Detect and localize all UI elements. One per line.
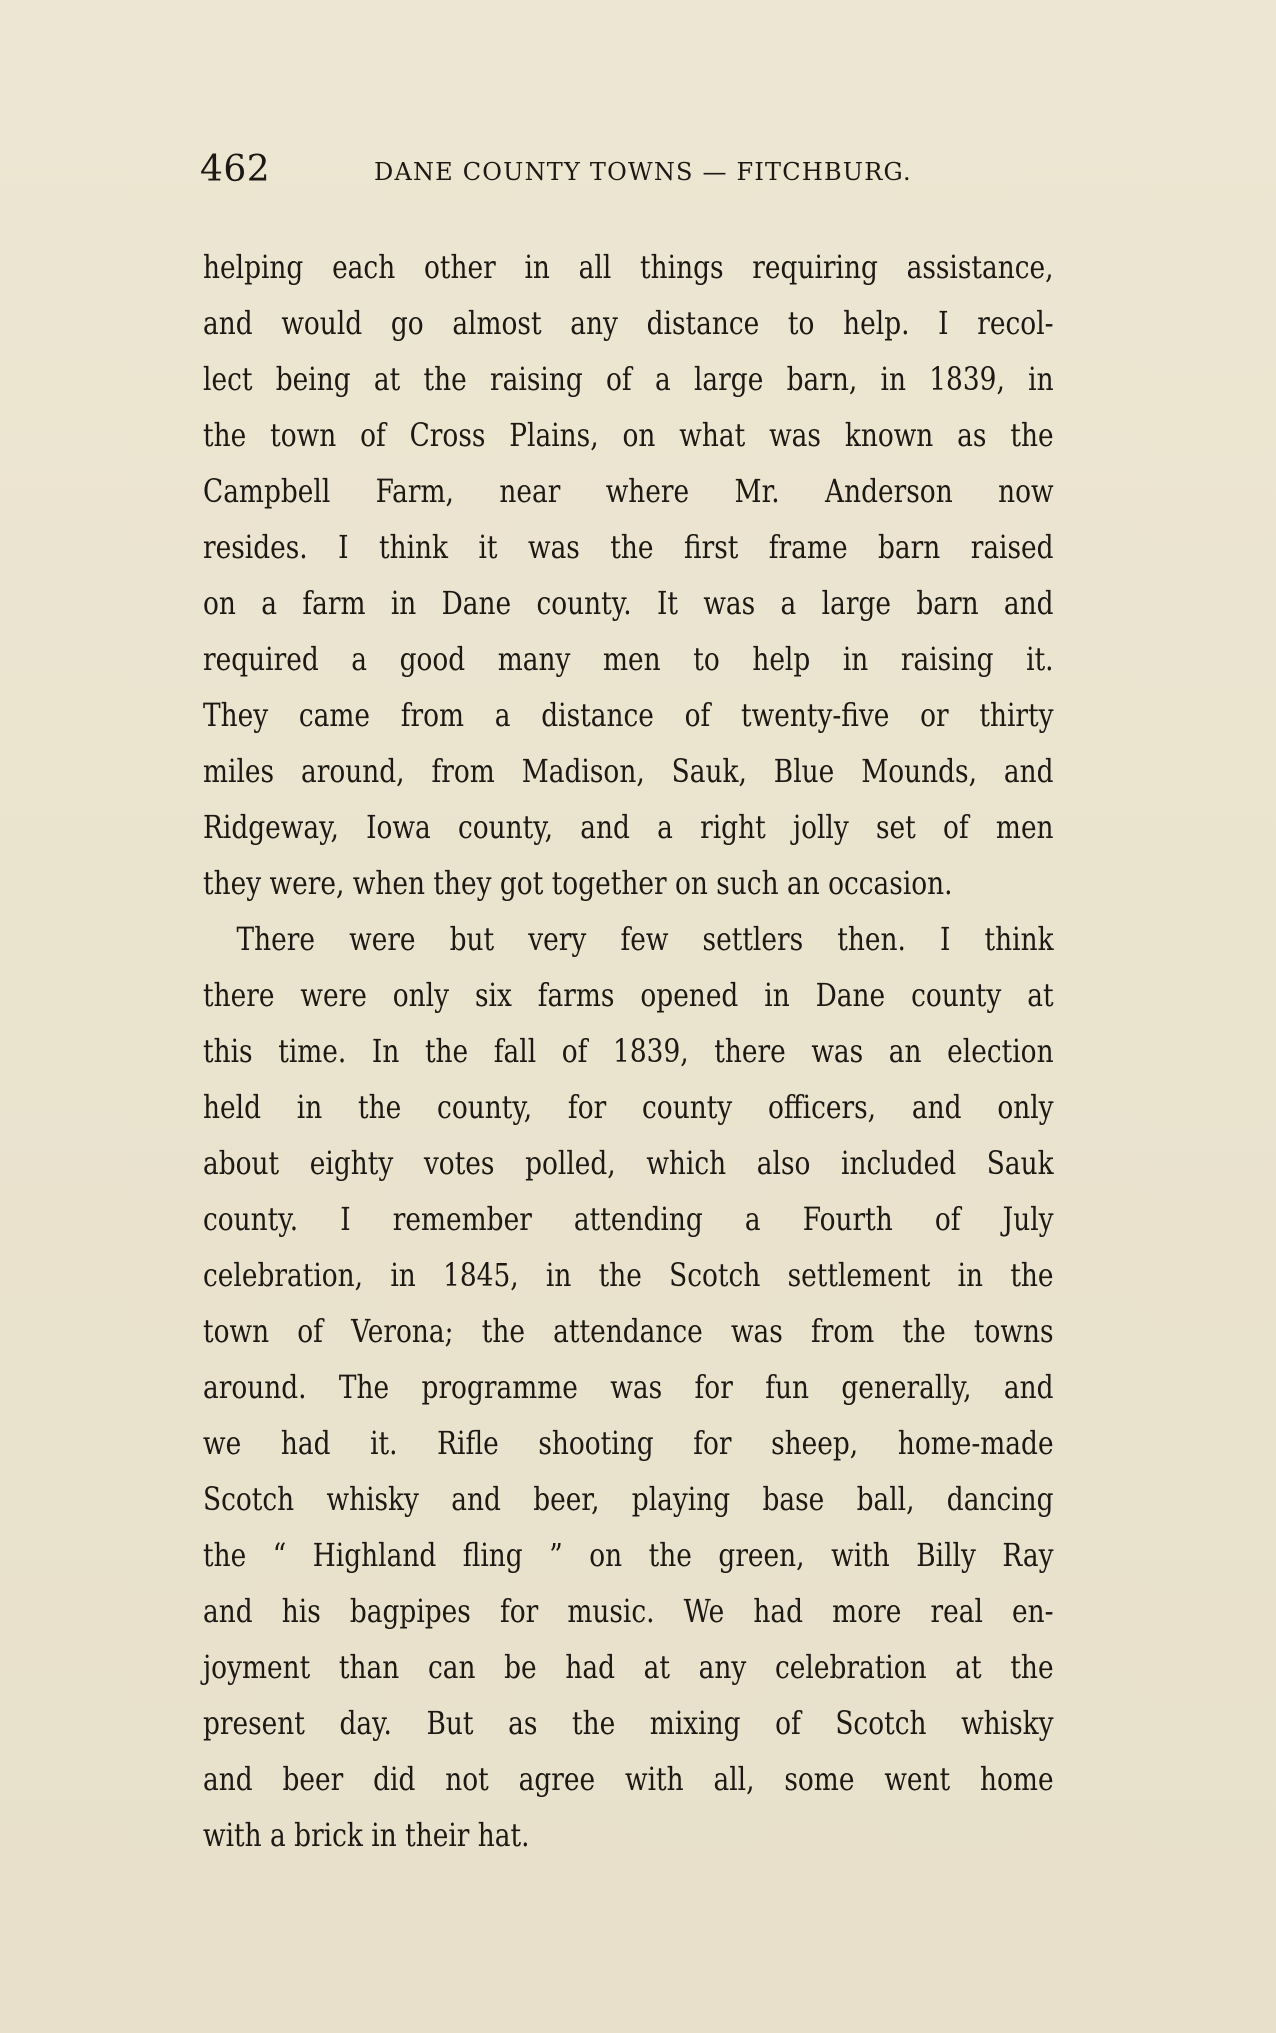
show-through-shadow xyxy=(245,1860,1145,1900)
text-line: there were only six farms opened in Dane county at xyxy=(203,978,1054,1014)
text-line: lect being at the raising of a large barn, in 1839, in xyxy=(203,362,1054,398)
text-line: the town of Cross Plains, on what was known as the xyxy=(203,418,1054,454)
running-title: DANE COUNTY TOWNS — FITCHBURG. xyxy=(374,158,912,186)
text-line: this time. In the fall of 1839, there was an election xyxy=(203,1034,1054,1070)
text-line: on a farm in Dane county. It was a large barn and xyxy=(203,586,1054,622)
text-line: resides. I think it was the first frame barn raised xyxy=(203,530,1054,566)
text-line: joyment than can be had at any celebration at the xyxy=(203,1650,1054,1686)
text-line: and would go almost any distance to help. I recol- xyxy=(203,306,1054,342)
text-line: Scotch whisky and beer, playing base ball, dancing xyxy=(203,1482,1054,1518)
text-line: Ridgeway, Iowa county, and a right jolly set of men xyxy=(203,810,1054,846)
text-line: required a good many men to help in raising it. xyxy=(203,642,1054,678)
text-line: with a brick in their hat. xyxy=(203,1818,530,1854)
text-line: around. The programme was for fun generally, and xyxy=(203,1370,1054,1406)
text-line: they were, when they got together on such an occasion. xyxy=(203,866,953,902)
text-line: we had it. Rifle shooting for sheep, home-made xyxy=(203,1426,1054,1462)
page-number: 462 xyxy=(200,149,271,190)
text-line: There were but very few settlers then. I think xyxy=(236,922,1054,958)
text-line: town of Verona; the attendance was from the towns xyxy=(203,1314,1054,1350)
text-line: celebration, in 1845, in the Scotch settlement in the xyxy=(203,1258,1054,1294)
text-line: county. I remember attending a Fourth of July xyxy=(203,1202,1054,1238)
text-line: held in the county, for county officers, and only xyxy=(203,1090,1054,1126)
text-line: the “ Highland fling ” on the green, with Billy Ray xyxy=(203,1538,1054,1574)
text-line: Campbell Farm, near where Mr. Anderson now xyxy=(203,474,1054,510)
text-line: and beer did not agree with all, some went home xyxy=(203,1762,1054,1798)
text-line: helping each other in all things requiring assistance, xyxy=(203,250,1054,286)
body-text xyxy=(203,240,1054,1864)
text-line: present day. But as the mixing of Scotch whisky xyxy=(203,1706,1054,1742)
text-line: They came from a distance of twenty-five or thirty xyxy=(203,698,1054,734)
running-head xyxy=(200,148,1080,198)
text-line: and his bagpipes for music. We had more real en- xyxy=(203,1594,1054,1630)
text-line: about eighty votes polled, which also included Sauk xyxy=(203,1146,1054,1182)
text-line: miles around, from Madison, Sauk, Blue Mounds, and xyxy=(203,754,1054,790)
